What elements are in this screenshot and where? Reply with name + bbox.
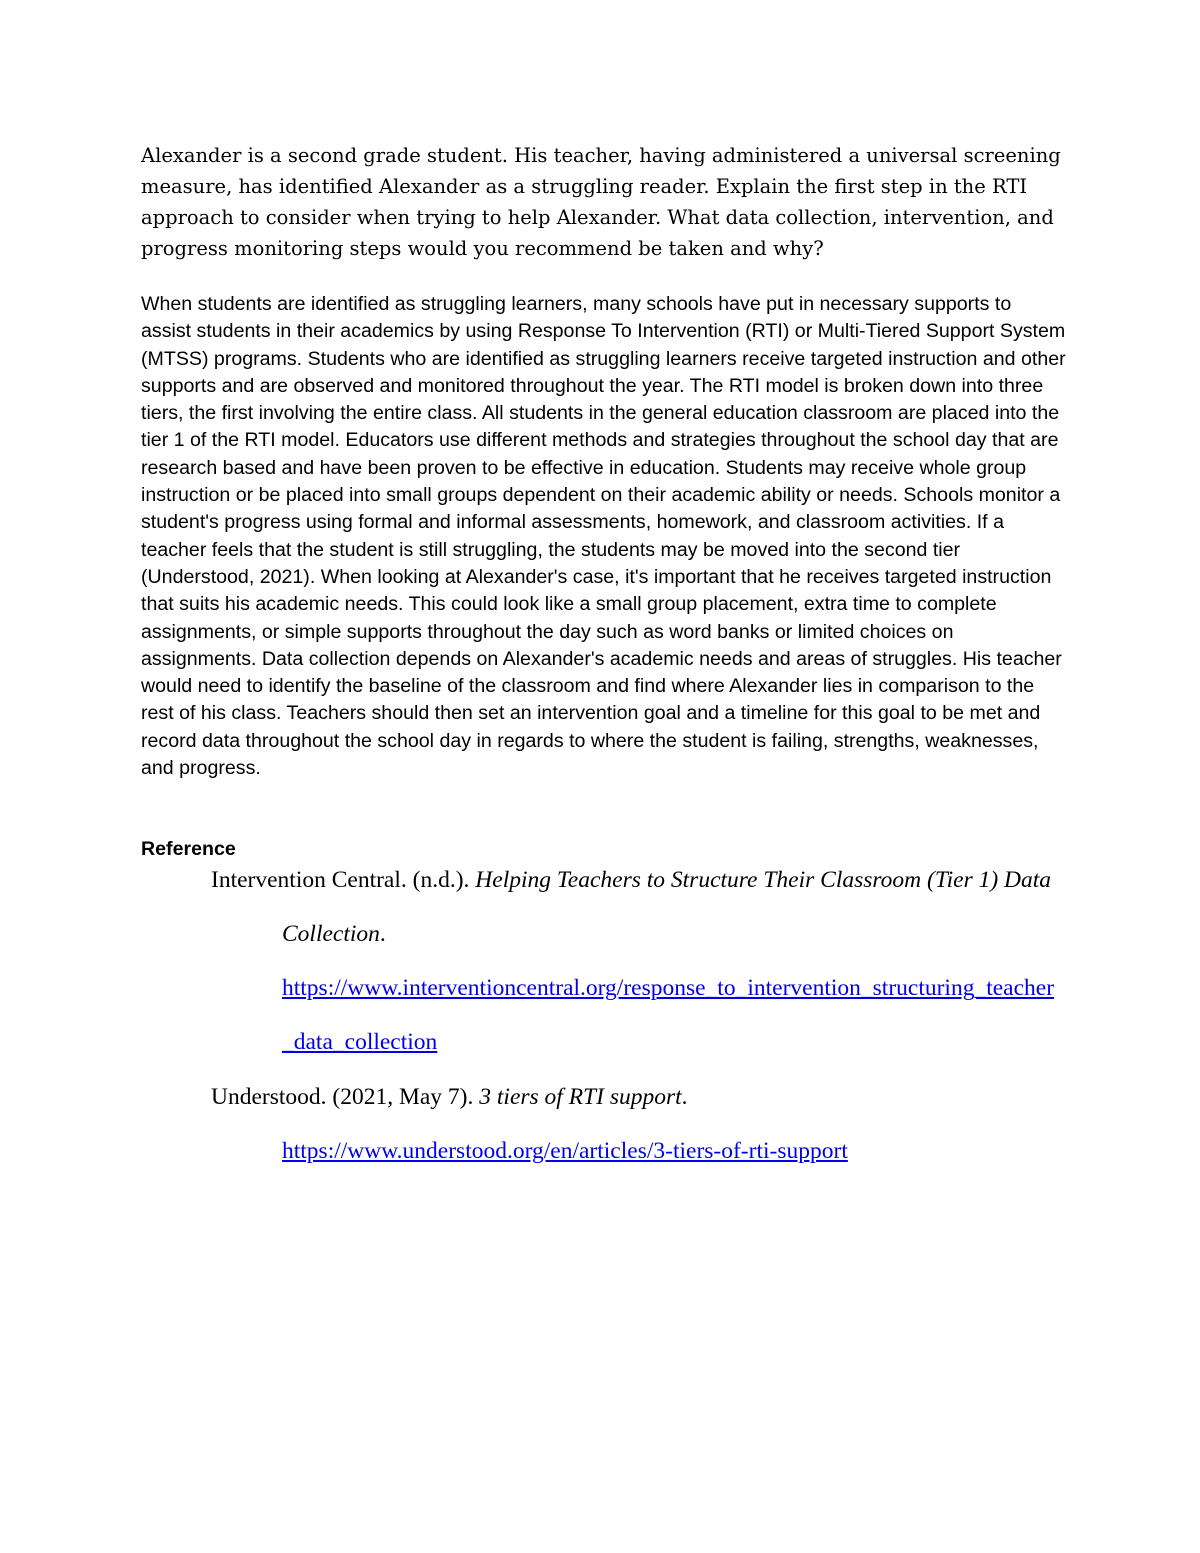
reference-1-link-continued[interactable]: _data_collection	[282, 1029, 438, 1055]
reference-1-line-3	[282, 973, 1054, 1003]
reference-1-title: Helping Teachers to Structure Their Classroom (Tier 1) Data	[475, 867, 1052, 893]
reference-2-line-1: Understood. (2021, May 7). 3 tiers of RTI support.	[211, 1084, 688, 1110]
reference-2-link[interactable]: https://www.understood.org/en/articles/3-tiers-of-rti-support	[282, 1138, 848, 1164]
reference-1-link[interactable]: https://www.interventioncentral.org/response_to_intervention_structuring_teacher	[282, 975, 1055, 1001]
reference-1-author-date: Intervention Central. (n.d.).	[211, 867, 476, 893]
reference-2-title: 3 tiers of RTI support	[479, 1084, 682, 1110]
reference-2-author-date: Understood. (2021, May 7).	[211, 1084, 480, 1110]
reference-heading: Reference	[141, 838, 236, 860]
reference-2-line-2	[282, 1136, 848, 1166]
answer-paragraph: When students are identified as struggling learners, many schools have put in necessary supports to assist students in their academics by using Response To Intervention (RTI) or Multi-Tiered Support System (MTSS) programs. Students who are identified as struggling learners receive targeted instruction and other supports and are observed and monitored throughout the year. The RTI model is broken down into three tiers, the first involving the entire class. All students in the general education classroom are placed into the tier 1 of the RTI model. Educators use different methods and strategies throughout the school day that are research based and have been proven to be effective in education. Students may receive whole group instruction or be placed into small groups dependent on their academic ability or needs. Schools monitor a student's progress using formal and informal assessments, homework, and classroom activities. If a teacher feels that the student is still struggling, the students may be moved into the second tier (Understood, 2021). When looking at Alexander's case, it's important that he receives targeted instruction that suits his academic needs. This could look like a small group placement, extra time to complete assignments, or simple supports throughout the day such as word banks or limited choices on assignments. Data collection depends on Alexander's academic needs and areas of struggles. His teacher would need to identify the baseline of the classroom and find where Alexander lies in comparison to the rest of his class. Teachers should then set an intervention goal and a timeline for this goal to be met and record data throughout the school day in regards to where the student is failing, strengths, weaknesses, and progress.	[141, 293, 1066, 780]
reference-1-line-1	[211, 865, 1051, 895]
reference-1-line-4	[282, 1027, 437, 1057]
reference-1-line-2: Collection.	[282, 921, 386, 947]
question-prompt: Alexander is a second grade student. His teacher, having administered a universal screening measure, has identified Alexander as a struggling reader. Explain the first step in the RTI approach to consider when trying to help Alexander. What data collection, intervention, and progress monitoring steps would you recommend be taken and why?	[141, 144, 1061, 260]
reference-1-title-continued: Collection	[282, 921, 380, 947]
